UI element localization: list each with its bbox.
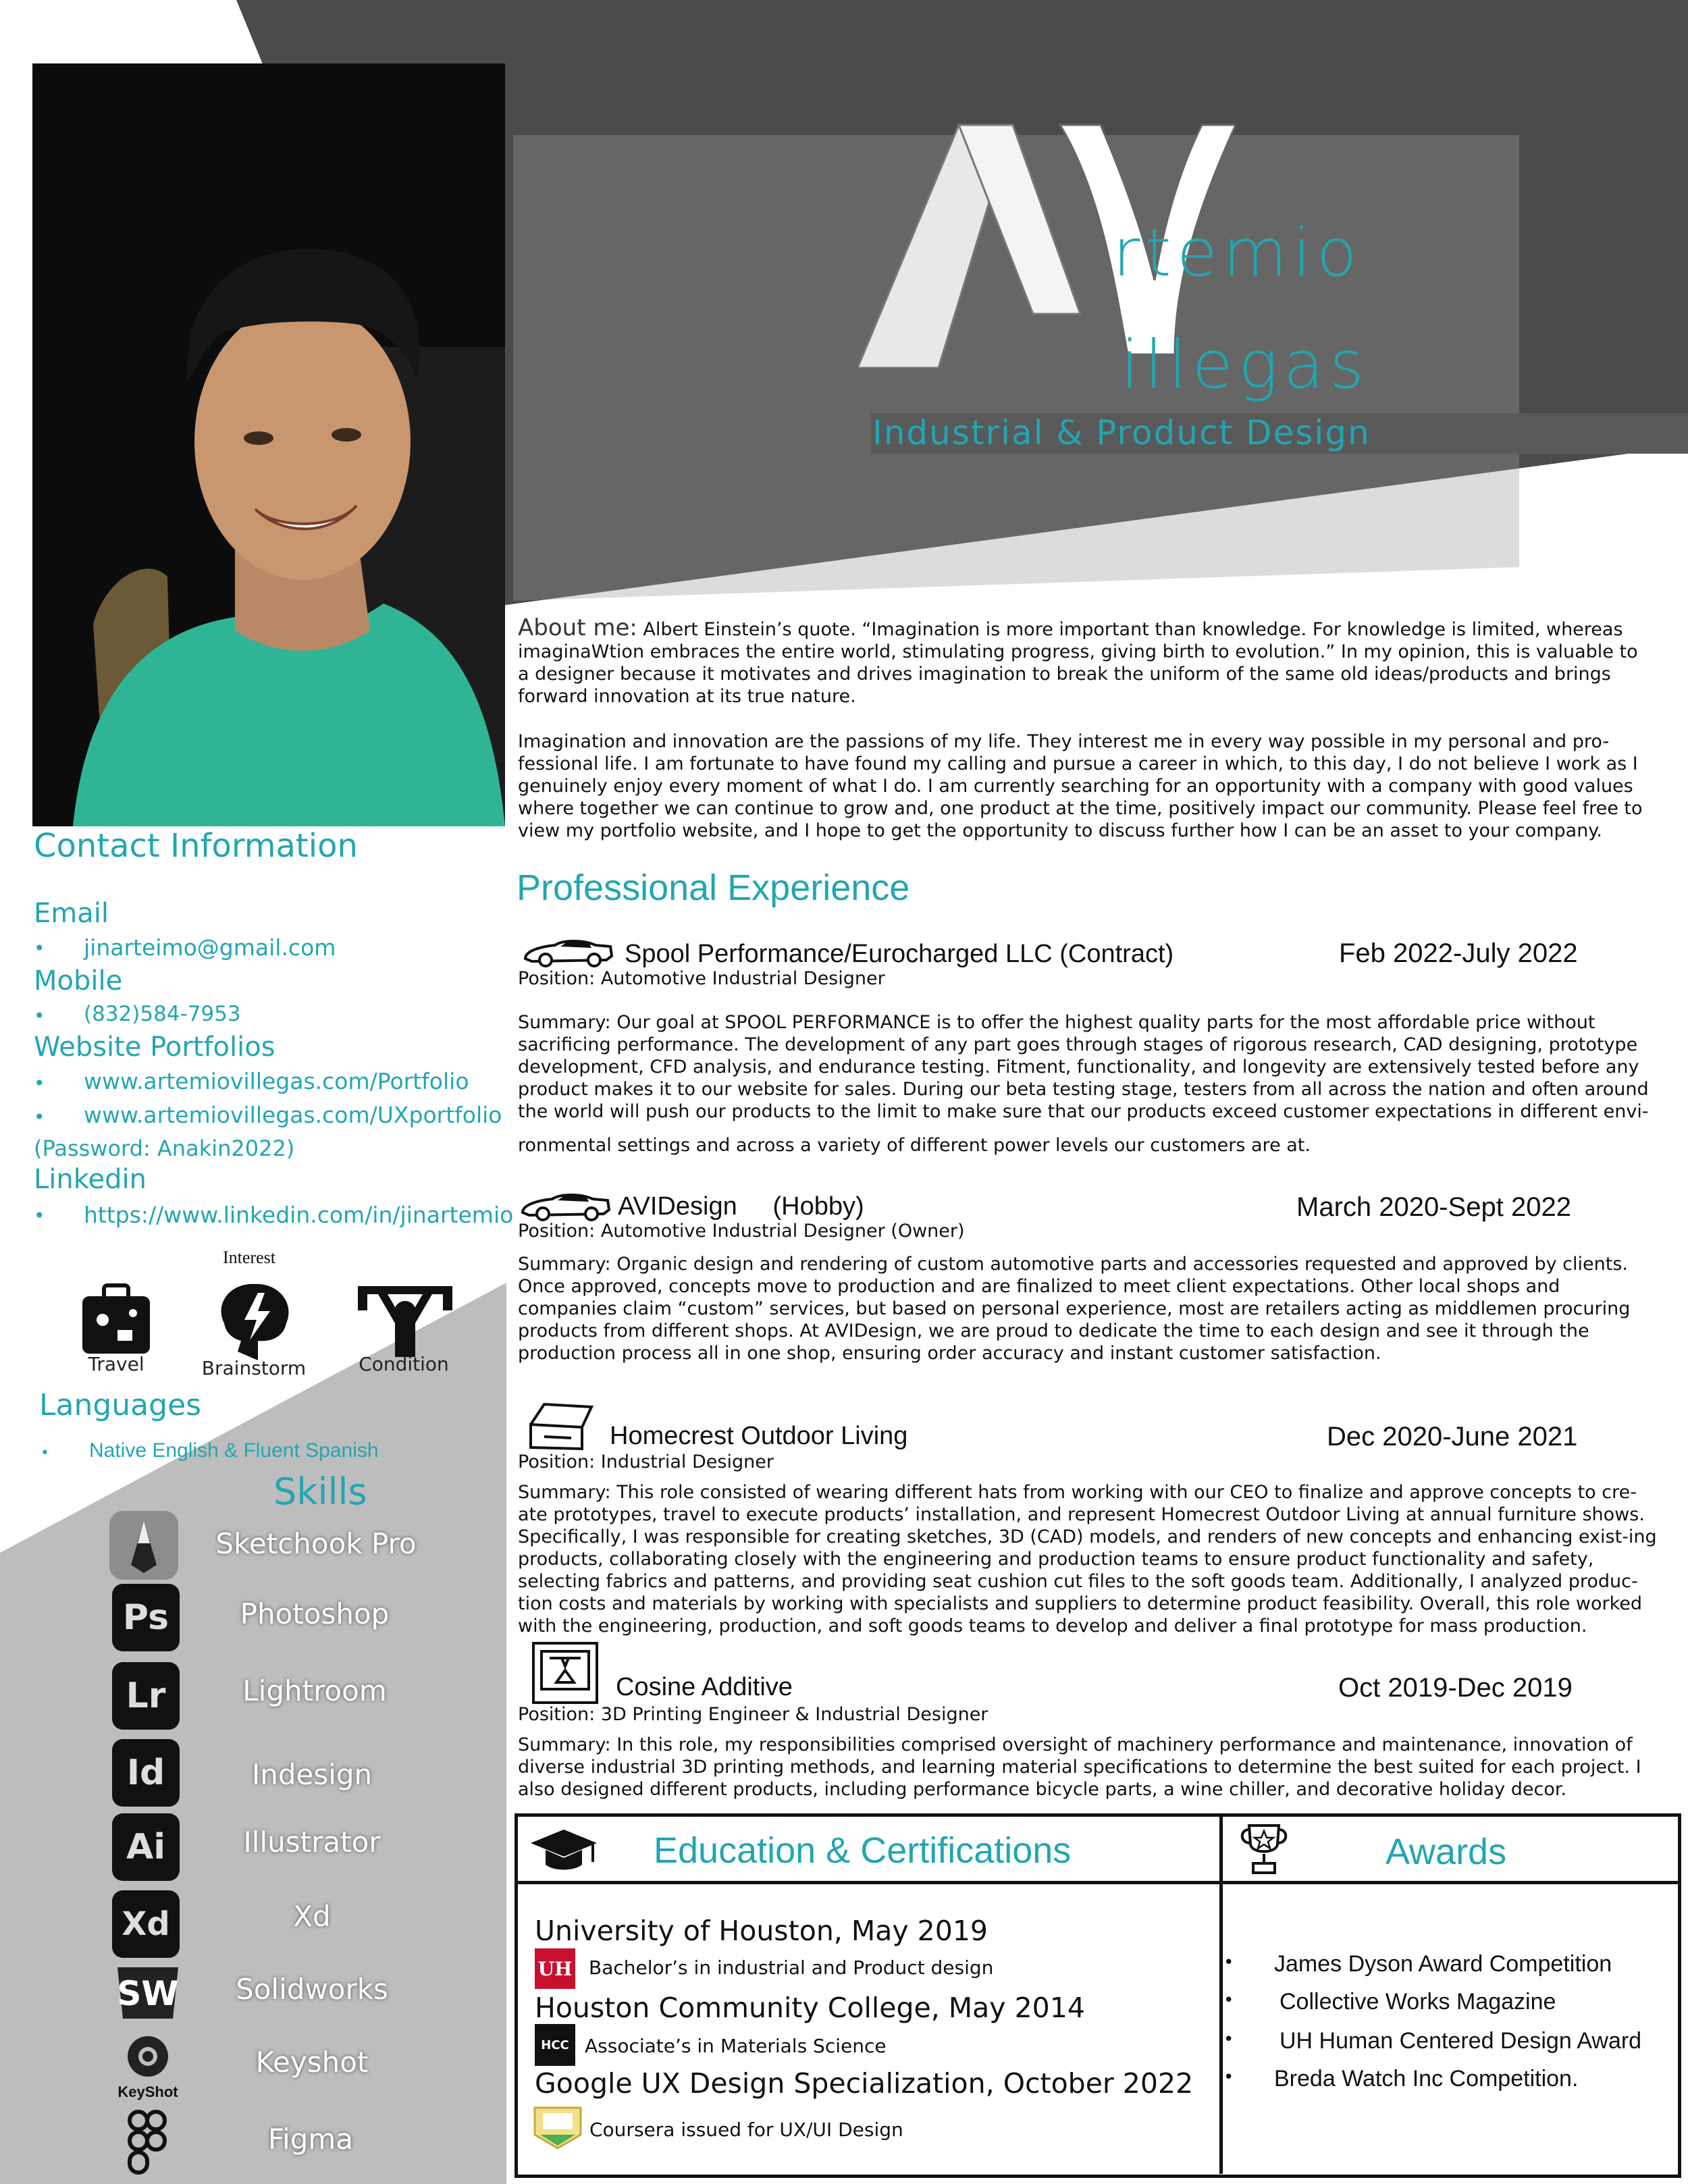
job-summary-homecrest: Summary: This role consisted of wearing different hats from working with our CEO to finalize and approve concepts to cre-ate prototypes, travel to execute products’ installation, and represent Homecrest Outdoor Living at annual furniture shows. Specifically, I was responsible for creating sketches, 3D (CAD) models, and renders of new concepts and enhancing exist-ing products, collaborating closely with the engineering and production teams to ensure product functionality and safety, selecting fabrics and patterns, and providing seat cushion cut files to the soft goods team. Additionally, I analyzed produc-tion costs and materials by working with specialists and suppliers to determine product feasibility. Overall, this role worked with the engineering, production, and soft goods teams to develop and deliver a final prototype for mass production. (518, 1482, 1657, 1636)
website1-bullet: • (34, 1072, 45, 1094)
skill-label-keyshot: Keyshot (255, 2046, 369, 2079)
uh-logo-icon: UH (535, 1948, 575, 1989)
certificate-badge-icon (531, 2104, 585, 2151)
skill-label-illustrator: Illustrator (243, 1826, 381, 1859)
skill-label-indesign: Indesign (251, 1758, 373, 1791)
website-label: Website Portfolios (34, 1032, 275, 1063)
email-link[interactable]: jinarteimo@gmail.com (84, 934, 336, 961)
about-paragraph-2: Imagination and innovation are the passions of my life. They interest me in every way possible in my personal and pro-fessional life. I am fortunate to have found my calling and pursue a career in which, to this day, I do not believe I work as I genuinely enjoy every moment of what I do. I am currently searching for an opportunity with a company with good values where together we can continue to grow and, one product at the time, positively impact our community. Please feel free to view my portfolio website, and I hope to get the opportunity to discuss further how I can be an asset to your company. (518, 731, 1643, 841)
languages-heading: Languages (39, 1388, 202, 1422)
skill-label-figma: Figma (267, 2123, 354, 2156)
job-summary-spool-tail: ronmental settings and across a variety of different power levels our customers are at. (518, 1135, 1311, 1156)
skill-label-xd: Xd (293, 1900, 331, 1933)
job-position-homecrest: Position: Industrial Designer (518, 1451, 774, 1472)
email-label: Email (34, 898, 109, 929)
linkedin-label: Linkedin (34, 1164, 147, 1195)
xd-icon: Xd (112, 1890, 180, 1958)
3d-printer-icon (529, 1639, 601, 1707)
job-title-spool: Spool Performance/Eurocharged LLC (Contract) (625, 940, 1174, 968)
award-bullet: • (1223, 2029, 1234, 2050)
edu-school-hcc: Houston Community College, May 2014 (535, 1992, 1085, 2024)
interest-label-brainstorm: Brainstorm (201, 1357, 307, 1379)
award-item: UH Human Centered Design Award (1280, 2028, 1642, 2054)
job-title-avidesign: AVIDesign (Hobby) (618, 1192, 864, 1221)
skill-label-photoshop: Photoshop (240, 1597, 390, 1630)
svg-text:SW: SW (117, 1974, 179, 2013)
about-text-1: Albert Einstein’s quote. “Imagination is more important than knowledge. For knowledge is limited, whereas imaginaWtion embraces the entire world, stimulating progress, giving birth to evolution.” In my opinion, this is valuable to a designer because it motivates and drives imagination to break the uniform of the same old ideas/products and brings forward innovation at its true nature. (518, 619, 1638, 707)
job-position-spool: Position: Automotive Industrial Designer (518, 968, 885, 989)
last-name-text: illegas (1121, 327, 1369, 404)
job-dates-avidesign: March 2020-Sept 2022 (1296, 1192, 1571, 1222)
languages-value: Native English & Fluent Spanish (89, 1439, 379, 1462)
skill-label-lightroom: Lightroom (242, 1674, 387, 1707)
box-divider-horizontal (518, 1881, 1678, 1884)
award-item: Breda Watch Inc Competition. (1274, 2066, 1579, 2092)
education-heading: Education & Certifications (654, 1830, 1072, 1871)
website1-link[interactable]: www.artemiovillegas.com/Portfolio (84, 1068, 469, 1094)
languages-bullet: • (41, 1445, 49, 1462)
first-name-text: rtemio (1113, 215, 1363, 292)
job-title-cosine: Cosine Additive (616, 1673, 793, 1701)
edu-detail-google: Coursera issued for UX/UI Design (589, 2119, 903, 2141)
edu-school-google: Google UX Design Specialization, October 2022 (535, 2067, 1194, 2100)
job-dates-homecrest: Dec 2020-June 2021 (1327, 1422, 1578, 1451)
email-bullet: • (34, 937, 45, 959)
about-label: About me: (518, 614, 637, 641)
interest-label-travel: Travel (88, 1353, 144, 1375)
figma-icon (124, 2109, 172, 2177)
skill-label-solidworks: Solidworks (236, 1973, 388, 2006)
linkedin-bullet: • (34, 1204, 45, 1227)
illustrator-icon: Ai (112, 1813, 180, 1881)
outdoor-chair-icon (524, 1397, 598, 1454)
sports-car-icon (519, 1190, 613, 1222)
job-summary-spool: Summary: Our goal at SPOOL PERFORMANCE is to offer the highest quality parts for the most affordable price without sacrificing performance. The development of any part goes through stages of rigorous research, CAD designing, prototype development, CFD analysis, and endurance testing. Fitment, functionality, and longevity are extensively tested before any product makes it to our website for sales. During our beta testing stage, testers from all across the nation and often around the world will push our products to the limit to make sure that our products exceed customer expectations in different envi- (518, 1012, 1649, 1122)
award-bullet: • (1223, 1990, 1234, 2010)
photoshop-icon: Ps (112, 1584, 180, 1651)
job-dates-spool: Feb 2022-July 2022 (1339, 938, 1578, 968)
indesign-icon: Id (112, 1739, 180, 1807)
trophy-icon (1237, 1821, 1291, 1878)
skill-label-sketchbook: Sketchook Pro (215, 1527, 417, 1560)
suitcase-icon (76, 1283, 157, 1357)
skills-heading: Skills (273, 1470, 367, 1513)
brain-lightning-icon (211, 1276, 298, 1364)
about-paragraph-1 (518, 614, 1652, 708)
person-photo-illustration (32, 63, 505, 826)
sports-car-icon (521, 936, 616, 968)
solidworks-icon (111, 1961, 185, 2025)
weightlifting-icon (358, 1286, 452, 1357)
password-note: (Password: Anakin2022) (34, 1136, 295, 1161)
award-bullet: • (1223, 1952, 1234, 1973)
job-summary-cosine: Summary: In this role, my responsibilities comprised oversight of machinery performance and maintenance, innovation of diverse industrial 3D printing methods, and learning material specifications to determine the best suited for each project. I also designed different products, including performance bicycle parts, a wine chiller, and decorative holiday decor. (518, 1734, 1641, 1800)
keyshot-icon-text: KeyShot (117, 2083, 178, 2100)
award-bullet: • (1223, 2067, 1234, 2087)
website2-link[interactable]: www.artemiovillegas.com/UXportfolio (84, 1102, 502, 1128)
award-item: James Dyson Award Competition (1274, 1951, 1612, 1977)
interest-label-condition: Condition (359, 1353, 449, 1375)
interest-heading: Interest (223, 1248, 275, 1267)
about-section (518, 614, 1652, 842)
lightroom-icon: Lr (112, 1662, 180, 1730)
job-position-cosine: Position: 3D Printing Engineer & Industrial Designer (518, 1704, 988, 1725)
edu-detail-hcc: Associate’s in Materials Science (585, 2035, 887, 2057)
graduation-cap-icon (527, 1827, 601, 1874)
sketchbook-icon (109, 1511, 178, 1580)
experience-heading: Professional Experience (517, 868, 910, 908)
keyshot-icon (111, 2033, 185, 2100)
job-summary-avidesign: Summary: Organic design and rendering of custom automotive parts and accessories requested and approved by clients. Once approved, concepts move to production and are finalized to meet client expectations. Other local shops and companies claim “custom” services, but based on personal experience, most are retailers acting as middlemen procuring products from different shops. At AVIDesign, we are proud to dedicate the time to each design and see it through the production process all in one shop, ensuring order accuracy and instant customer satisfaction. (518, 1254, 1631, 1364)
mobile-label: Mobile (34, 965, 123, 996)
mobile-bullet: • (34, 1005, 45, 1027)
job-title-homecrest: Homecrest Outdoor Living (610, 1422, 908, 1450)
mobile-number[interactable]: (832)584-7953 (84, 1002, 241, 1026)
edu-school-uh: University of Houston, May 2019 (535, 1915, 988, 1947)
job-dates-cosine: Oct 2019-Dec 2019 (1338, 1673, 1573, 1703)
hcc-logo-icon: HCC (535, 2024, 575, 2066)
award-item: Collective Works Magazine (1280, 1989, 1556, 2015)
website2-bullet: • (34, 1106, 45, 1128)
box-divider-vertical (1219, 1816, 1223, 2174)
tagline-text: Industrial & Product Design (872, 413, 1371, 452)
profile-photo (32, 63, 505, 826)
linkedin-link[interactable]: https://www.linkedin.com/in/jinartemio (84, 1202, 514, 1228)
job-position-avidesign: Position: Automotive Industrial Designer (Owner) (518, 1221, 965, 1242)
awards-heading: Awards (1386, 1832, 1507, 1872)
edu-detail-uh: Bachelor’s in industrial and Product design (589, 1956, 994, 1979)
contact-heading: Contact Information (34, 827, 358, 865)
